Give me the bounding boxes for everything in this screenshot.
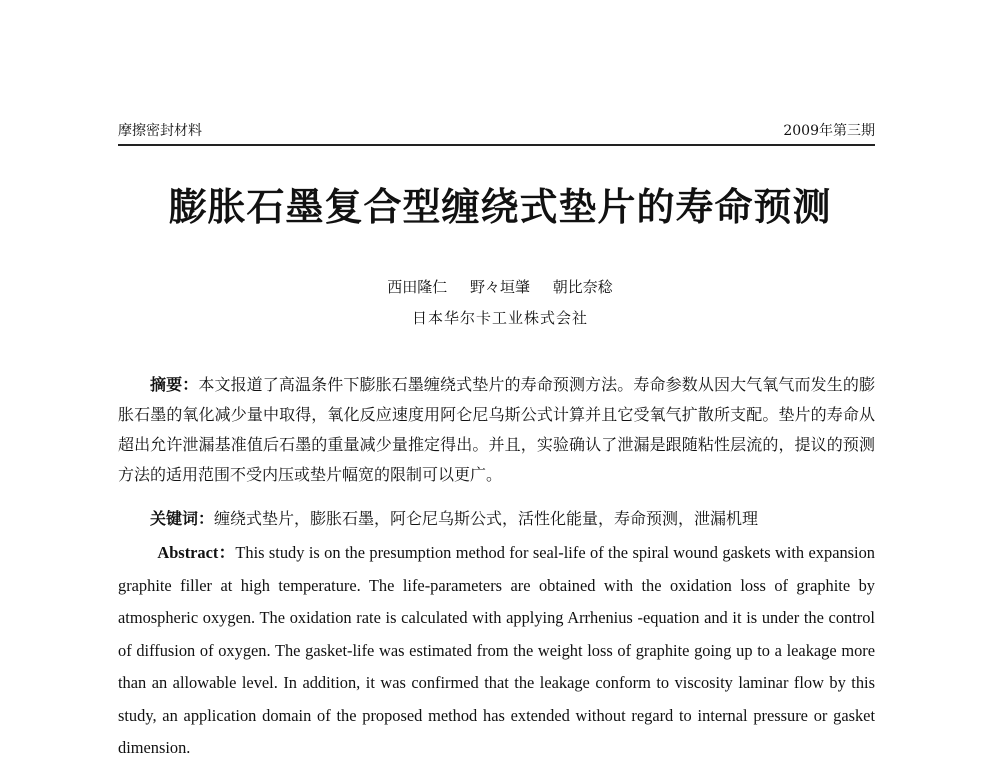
abstract-en-label: Abstract： (157, 543, 236, 562)
journal-name: 摩擦密封材料 (118, 123, 202, 139)
authors: 西田隆仁 野々垣肇 朝比奈稔 (387, 278, 613, 296)
abstract-chinese (118, 370, 875, 490)
abstract-cn-text: 本文报道了高温条件下膨胀石墨缠绕式垫片的寿命预测方法。寿命参数从因大气氧气而发生的膨胀石墨的氧化减少量中取得，氧化反应速度用阿仑尼乌斯公式计算并且它受氧气扩散所支配。垫片的寿命从超出允许泄漏基准值后石墨的重量减少量推定得出。并且，实验确认了泄漏是跟随粘性层流的，提议的预测方法的适用范围不受内压或垫片幅宽的限制可以更广。 (118, 375, 875, 484)
issue-label: 2009年第三期 (783, 123, 875, 139)
keywords-text: 缠绕式垫片，膨胀石墨，阿仑尼乌斯公式，活性化能量，寿命预测，泄漏机理 (214, 509, 759, 528)
abstract-english (118, 537, 875, 765)
keywords-label: 关键词： (150, 509, 215, 528)
article-title: 膨胀石墨复合型缠绕式垫片的寿命预测 (168, 185, 832, 229)
abstract-en-text: This study is on the presumption method for seal-life of the spiral wound gaskets with expansion graphite filler at high temperature. The life-parameters are obtained with the oxidation loss of graphite by atmospheric oxygen. The oxidation rate is calculated with applying Arrhenius -equation and it is under the control of diffusion of oxygen. The gasket-life was estimated from the weight loss of graphite going up to a leakage more than an allowable level. In addition, it was confirmed that the leakage conform to viscosity laminar flow by this study, an application domain of the proposed method has extended without regard to internal pressure or gasket dimension. (118, 543, 875, 757)
abstract-cn-label: 摘要： (150, 375, 199, 394)
affiliation: 日本华尔卡工业株式会社 (411, 309, 588, 327)
running-header (118, 118, 875, 146)
keywords (118, 504, 875, 534)
